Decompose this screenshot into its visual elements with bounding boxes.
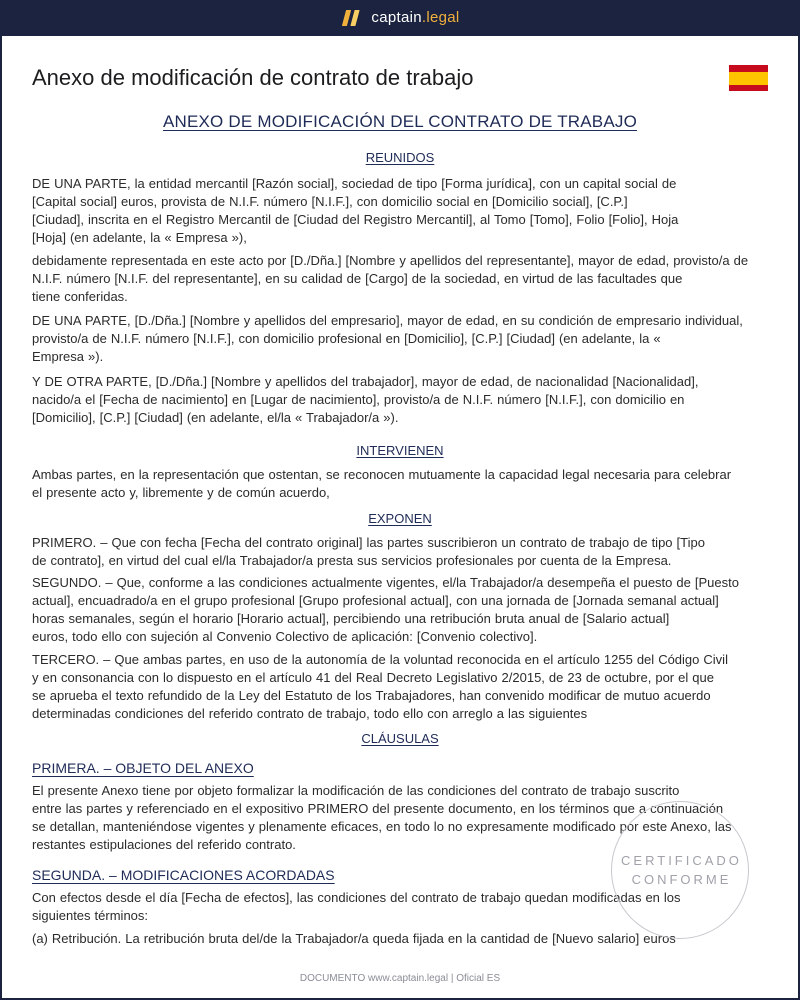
paragraph-line: Con efectos desde el día [Fecha de efectos], las condiciones del contrato de trabajo quedan modificadas en los — [32, 890, 681, 905]
document-heading: ANEXO DE MODIFICACIÓN DEL CONTRATO DE TRABAJO — [162, 112, 638, 131]
paragraph-line: se detallan, manteniéndose vigentes y plenamente eficaces, en todo lo no expresamente modificado por este Anexo, las — [32, 819, 732, 834]
brand-name-main: captain — [371, 9, 422, 26]
captain-legal-logo-icon — [342, 10, 360, 26]
flag-stripe-yellow — [729, 72, 768, 85]
exponen-paragraph — [32, 534, 768, 570]
logo-bar-right — [351, 11, 359, 26]
stamp-text-line: CERTIFICADO — [621, 853, 742, 868]
footer-website-link[interactable]: www.captain.legal — [368, 973, 449, 984]
paragraph-line: provisto/a de N.I.F. número [N.I.F.], con domicilio profesional en [Domicilio], [C.P.] [Ciudad] (en adelante, la « — [32, 331, 661, 346]
paragraph-line: horas semanales, según el horario [Horario actual], percibiendo una retribución bruta anual de [Salario actual] — [32, 611, 670, 626]
paragraph-line: Empresa »). — [32, 349, 104, 364]
paragraph-line: de contrato], en virtud del cual el/la Trabajador/a presta sus servicios profesionales por cuenta de la Empresa. — [32, 553, 672, 568]
logo-graphic — [342, 10, 360, 26]
document-footer — [2, 973, 798, 985]
paragraph-line: DE UNA PARTE, la entidad mercantil [Razón social], sociedad de tipo [Forma jurídica], con un capital social de — [32, 176, 677, 191]
paragraph-line: El presente Anexo tiene por objeto formalizar la modificación de las condiciones del contrato de trabajo suscrito — [32, 783, 680, 798]
spain-flag-icon — [729, 65, 768, 91]
brand-name-suffix: .legal — [421, 9, 460, 26]
top-bar — [0, 0, 800, 36]
brand-name — [371, 8, 459, 28]
paragraph-line: (a) Retribución. La retribución bruta del/de la Trabajador/a queda fijada en la cantidad de [Nuevo salario] euros — [32, 931, 676, 946]
paragraph-line: entre las partes y referenciado en el expositivo PRIMERO del presente documento, en los términos que a continuación — [32, 801, 724, 816]
section-heading-reunidos: REUNIDOS — [365, 150, 435, 165]
reunidos-paragraph — [32, 175, 768, 247]
paragraph-line: debidamente representada en este acto por [D./Dña.] [Nombre y apellidos del representante], mayor de edad, provisto/a de — [32, 253, 749, 268]
paragraph-line: el presente acto y, libremente y de común acuerdo, — [32, 485, 330, 500]
paragraph-line: actual], encuadrado/a en el grupo profesional [Grupo profesional actual], con una jornada de [Jornada semanal actual] — [32, 593, 719, 608]
paragraph-line: [Ciudad], inscrita en el Registro Mercantil de [Ciudad del Registro Mercantil], al Tomo [Tomo], Folio [Folio], Hoja — [32, 212, 679, 227]
document-title: Anexo de modificación de contrato de trabajo — [32, 65, 474, 90]
paragraph-line: Y DE OTRA PARTE, [D./Dña.] [Nombre y apellidos del trabajador], mayor de edad, de nacionalidad [Nacionalidad], — [32, 374, 699, 389]
stamp-text-line: CONFORME — [631, 872, 732, 887]
section-heading-intervienen: INTERVIENEN — [356, 443, 444, 458]
logo-bar-left — [343, 11, 351, 26]
footer-separator: | — [450, 973, 454, 984]
document-sheet — [2, 36, 798, 998]
paragraph-line: euros, todo ello con sujeción al Convenio Colectivo de aplicación: [Convenio colectivo]. — [32, 629, 538, 644]
clause-heading-primera: PRIMERA. – OBJETO DEL ANEXO — [32, 760, 254, 776]
paragraph-line: SEGUNDO. – Que, conforme a las condiciones actualmente vigentes, el/la Trabajador/a desempeña el puesto de [Puesto — [32, 575, 739, 590]
reunidos-paragraph — [32, 312, 768, 366]
paragraph-line: PRIMERO. – Que con fecha [Fecha del contrato original] las partes suscribieron un contrato de trabajo de tipo [Tipo — [32, 535, 705, 550]
brand-logo-link[interactable] — [342, 8, 459, 28]
certification-stamp — [611, 801, 749, 939]
paragraph-line: se aprueba el texto refundido de la Ley del Estatuto de los Trabajadores, han convenido modificar de mutuo acuerdo — [32, 688, 711, 703]
paragraph-line: tiene conferidas. — [32, 289, 128, 304]
paragraph-line: siguientes términos: — [32, 908, 149, 923]
exponen-paragraph — [32, 574, 768, 646]
footer-label: DOCUMENTO — [299, 973, 366, 984]
document-header — [32, 64, 768, 92]
paragraph-line: determinadas condiciones del referido contrato de trabajo, todo ello con arreglo a las siguientes — [32, 706, 588, 721]
reunidos-paragraph — [32, 252, 768, 306]
reunidos-paragraph — [32, 373, 768, 427]
exponen-paragraph — [32, 651, 768, 723]
paragraph-line: [Capital social] euros, provista de N.I.F. número [N.I.F.], con domicilio social en [Domicilio social], [C.P.] — [32, 194, 628, 209]
paragraph-line: nacido/a el [Fecha de nacimiento] en [Lugar de nacimiento], provisto/a de N.I.F. número [N.I.F.], con domicilio en — [32, 392, 685, 407]
footer-jurisdiction: Oficial ES — [456, 973, 501, 984]
flag-stripe-red — [729, 85, 768, 92]
paragraph-line: y en consonancia con lo dispuesto en el artículo 41 del Real Decreto Legislativo 2/2015, de 23 de octubre, por el que — [32, 670, 714, 685]
paragraph-line: [Hoja] (en adelante, la « Empresa »), — [32, 230, 247, 245]
section-heading-exponen: EXPONEN — [368, 511, 432, 526]
paragraph-line: [Domicilio], [C.P.] [Ciudad] (en adelante, el/la « Trabajador/a »). — [32, 410, 399, 425]
paragraph-line: DE UNA PARTE, [D./Dña.] [Nombre y apellidos del empresario], mayor de edad, en su condición de empresario individual, — [32, 313, 743, 328]
paragraph-line: TERCERO. – Que ambas partes, en uso de la autonomía de la voluntad reconocida en el artículo 1255 del Código Civil — [32, 652, 728, 667]
paragraph-line: Ambas partes, en la representación que ostentan, se reconocen mutuamente la capacidad legal necesaria para celebrar — [32, 467, 732, 482]
clause-heading-segunda: SEGUNDA. – MODIFICACIONES ACORDADAS — [32, 867, 335, 883]
paragraph-line: restantes estipulaciones del referido contrato. — [32, 837, 296, 852]
section-heading-clausulas: CLÁUSULAS — [361, 731, 439, 746]
paragraph-line: N.I.F. número [N.I.F. del representante], en su calidad de [Cargo] de la sociedad, en virtud de las facultades que — [32, 271, 683, 286]
intervienen-paragraph — [32, 466, 768, 502]
